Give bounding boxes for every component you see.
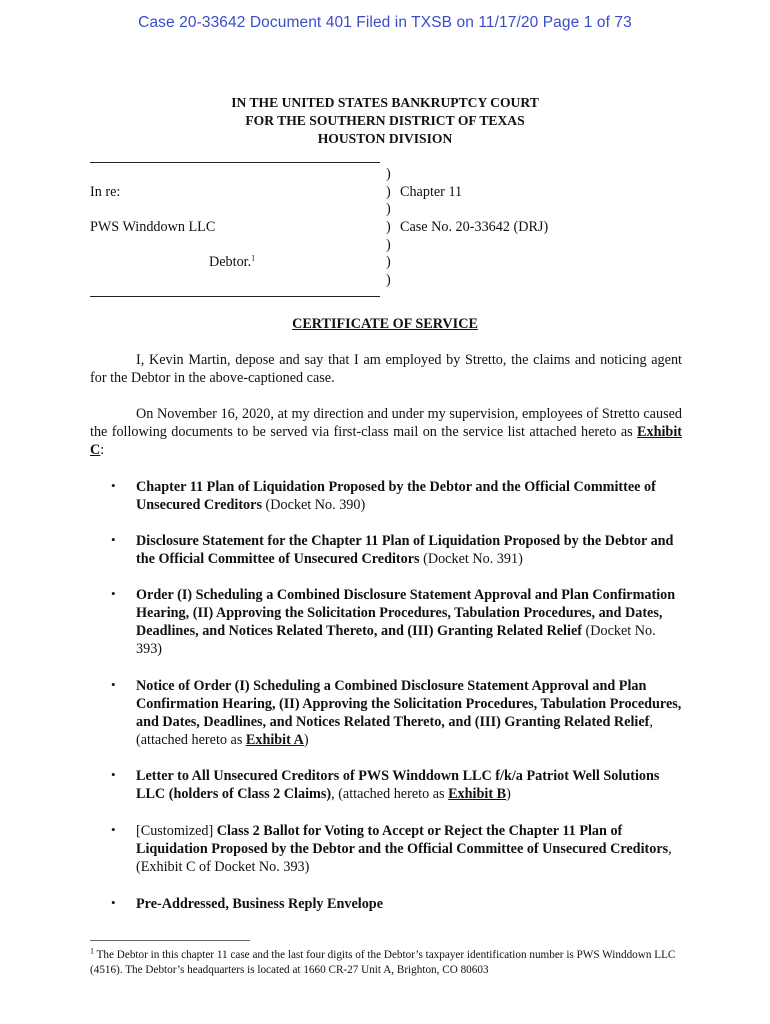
footnote-text: The Debtor in this chapter 11 case and the last four digits of the Debtor’s taxpayer identification number is PWS Winddown LLC (4516). The Debtor’s headquarters is located at 1660 CR-27 Unit A, Brighton, CO 80603 bbox=[90, 949, 676, 976]
list-item-title: Letter to All Unsecured Creditors of PWS Winddown LLC f/k/a Patriot Well Solutions LLC (holders of Class 2 Claims) bbox=[136, 768, 660, 802]
bullet-marker: • bbox=[111, 478, 116, 493]
court-header bbox=[0, 94, 770, 148]
footnote bbox=[90, 948, 682, 978]
court-line-2: FOR THE SOUTHERN DISTRICT OF TEXAS bbox=[245, 113, 525, 128]
caption-paren: ) bbox=[386, 184, 391, 200]
list-item-detail: (Docket No. 390) bbox=[261, 497, 366, 513]
exhibit-c-ref: Exhibit C bbox=[90, 424, 682, 458]
list-item-prefix: [Customized] bbox=[136, 823, 217, 839]
list-item bbox=[136, 767, 682, 803]
exhibit-a-ref: Exhibit A bbox=[245, 732, 304, 748]
chapter-label: Chapter 11 bbox=[400, 184, 463, 200]
list-item bbox=[136, 532, 682, 568]
list-item-title: Disclosure Statement for the Chapter 11 Plan of Liquidation Proposed by the Debtor and the Official Committee of Unsecured Creditors bbox=[136, 533, 674, 567]
bullet-marker: • bbox=[111, 532, 116, 547]
bullet-marker: • bbox=[111, 822, 116, 837]
paragraph-2 bbox=[90, 405, 682, 459]
debtor-name: PWS Winddown LLC bbox=[90, 219, 216, 235]
list-item-end: ) bbox=[303, 732, 309, 748]
list-item-title: Notice of Order (I) Scheduling a Combined Disclosure Statement Approval and Plan Confirmation Hearing, (II) Approving the Solicitation Procedures, Tabulation Procedures, and Dates, Deadlines, and Notices Related Thereto, and (III) Granting Related Relief bbox=[136, 678, 682, 730]
list-item bbox=[136, 586, 682, 658]
list-item bbox=[136, 677, 682, 749]
case-number: Case No. 20-33642 (DRJ) bbox=[400, 219, 549, 235]
bullet-marker: • bbox=[111, 586, 116, 601]
list-item bbox=[136, 895, 682, 913]
caption-paren: ) bbox=[386, 254, 391, 270]
bullet-marker: • bbox=[111, 895, 116, 910]
list-item-detail: (Docket No. 393) bbox=[136, 623, 656, 657]
list-item-detail: , (Exhibit C of Docket No. 393) bbox=[136, 841, 672, 875]
list-item-detail: , (attached hereto as bbox=[331, 786, 449, 802]
caption-paren: ) bbox=[386, 219, 391, 235]
caption-paren: ) bbox=[386, 272, 391, 288]
list-item-detail: , (attached hereto as bbox=[136, 714, 653, 748]
list-item-title: Class 2 Ballot for Voting to Accept or Reject the Chapter 11 Plan of Liquidation Proposed by the Debtor and the Official Committee of Unsecured Creditors bbox=[136, 823, 669, 857]
exhibit-b-ref: Exhibit B bbox=[448, 786, 507, 802]
in-re-label: In re: bbox=[90, 184, 121, 200]
bullet-marker: • bbox=[111, 767, 116, 782]
caption-paren: ) bbox=[386, 237, 391, 253]
list-item-title: Chapter 11 Plan of Liquidation Proposed by the Debtor and the Official Committee of Unsecured Creditors bbox=[136, 479, 656, 513]
bullet-marker: • bbox=[111, 677, 116, 692]
caption-bottom-rule bbox=[90, 296, 380, 297]
list-item-title: Pre-Addressed, Business Reply Envelope bbox=[136, 896, 383, 912]
caption-paren: ) bbox=[386, 166, 391, 182]
caption-paren: ) bbox=[386, 201, 391, 217]
document-title: CERTIFICATE OF SERVICE bbox=[292, 316, 478, 332]
footnote-ref: 1 bbox=[251, 253, 256, 263]
footnote-number: 1 bbox=[90, 946, 94, 956]
paragraph-1: I, Kevin Martin, depose and say that I am employed by Stretto, the claims and noticing agent for the Debtor in the above-captioned case. bbox=[90, 352, 682, 386]
court-line-1: IN THE UNITED STATES BANKRUPTCY COURT bbox=[231, 95, 539, 110]
debtor-label-text: Debtor. bbox=[209, 254, 252, 270]
list-item bbox=[136, 478, 682, 514]
paragraph-2-text: On November 16, 2020, at my direction and under my supervision, employees of Stretto caused the following documents to be served via first-class mail on the service list attached hereto as bbox=[90, 406, 682, 440]
list-item bbox=[136, 822, 682, 876]
filing-stamp: Case 20-33642 Document 401 Filed in TXSB on 11/17/20 Page 1 of 73 bbox=[138, 14, 632, 31]
debtor-label bbox=[209, 254, 255, 271]
caption-top-rule bbox=[90, 162, 380, 163]
court-line-3: HOUSTON DIVISION bbox=[317, 131, 453, 146]
paragraph-2-end: : bbox=[100, 442, 105, 458]
list-item-detail: (Docket No. 391) bbox=[419, 551, 523, 567]
footnote-separator bbox=[90, 940, 250, 941]
list-item-title: Order (I) Scheduling a Combined Disclosure Statement Approval and Plan Confirmation Hearing, (II) Approving the Solicitation Procedures, Tabulation Procedures, and Dates, Deadlines, and Notices Related Thereto, and (III) Granting Related Relief bbox=[136, 587, 676, 639]
list-item-end: ) bbox=[506, 786, 511, 802]
